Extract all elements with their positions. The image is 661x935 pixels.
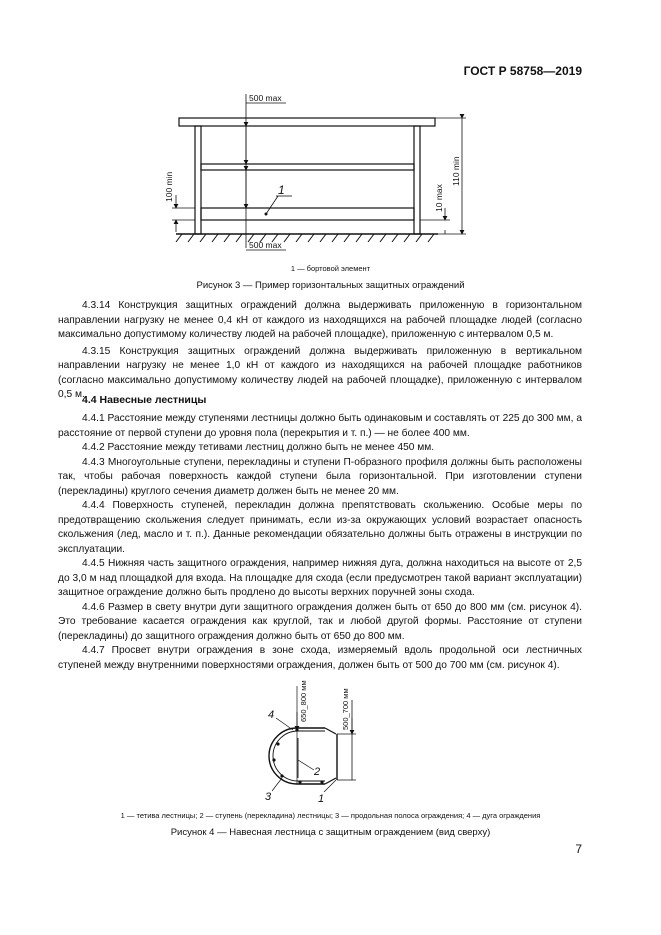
section-heading: 4.4 Навесные лестницы (82, 394, 207, 406)
paragraph: 4.4.7 Просвет внутри ограждения в зоне схода, измеряемый вдоль продольной оси лестничных ступеней между внутренними поверхностями ограждения, должен быть от 500 до 700 мм (см. рисунок 4). (58, 645, 582, 671)
page-number: 7 (575, 842, 582, 856)
figure-3-drawing (0, 90, 661, 255)
dim-left-label: 100 min (164, 171, 174, 202)
dim-right-small-label: 10 max (434, 184, 444, 212)
paragraphs-4-3 (58, 299, 582, 403)
paragraph: 4.4.2 Расстояние между тетивами лестниц должно быть не менее 450 мм. (82, 442, 435, 453)
paragraph: 4.4.4 Поверхность ступеней, перекладин должна препятствовать скольжению. Особые меры по предотвращению скольжения следует принимать, если из-за окружающих условий возрастает опасность скольжения (лед, масло и т. п.). Данные рекомендации обязательно должны быть отражены в инструкции по эксплуатации. (58, 500, 582, 555)
fig4-callout-4: 4 (268, 709, 275, 721)
fig4-dim-left: 650_800 мм (299, 680, 308, 722)
floor-hatch (176, 234, 434, 242)
paragraph: 4.3.14 Конструкция защитных ограждений должна выдерживать приложенную в горизонтальном направлении нагрузку не менее 0,4 кН от каждого из находящихся на рабочей площадке людей (согласно максимально допустимому количеству людей на рабочей площадке), приложенную с интервалом 0,5 м. (58, 300, 582, 340)
toe-board (201, 208, 414, 220)
paragraph: 4.4.6 Размер в свету внутри дуги защитного ограждения должен быть от 650 до 800 мм (см. рисунок 4). Это требование касается ограждения как круглой, так и любой другой формы. Расстояние от ступени (перекладины) до защитного ограждения должно быть от 650 до 800 мм. (58, 601, 582, 642)
paragraph: 4.4.5 Нижняя часть защитного ограждения, например нижняя дуга, должна находиться на высоте от 2,5 до 3,0 м над площадкой для входа. На площадке для схода (если предусмотрен такой вариант эксплуатации) защитное ограждение должно быть продлено до высоты верхних поручней зоны схода. (58, 558, 582, 598)
figure-3-caption: Рисунок 3 — Пример горизонтальных защитных ограждений (196, 280, 465, 291)
figure-4-drawing (0, 678, 661, 810)
fig4-dim-right: 500_700 мм (341, 688, 350, 730)
dim-right-total-label: 110 min (451, 156, 461, 186)
figure-4-legend: 1 — тетива лестницы; 2 — ступень (перекладина) лестницы; 3 — продольная полоса ограждения; 4 — дуга ограждения (120, 811, 541, 820)
right-post (414, 126, 420, 234)
fig4-callout-1: 1 (318, 793, 325, 805)
paragraph: 4.3.15 Конструкция защитных ограждений должна выдерживать приложенную в вертикальном направлении нагрузку не менее 1,0 кН от каждого из находящихся на рабочей площадке работников (согласно максимально допустимому количеству людей на рабочей площадке), приложенную с интервалом 0,5 м. (58, 345, 582, 400)
fig4-callout-3: 3 (265, 791, 272, 803)
middle-rail (201, 164, 414, 170)
callout-1: 1 (278, 183, 285, 197)
top-rail (179, 118, 435, 126)
figure-4-caption: Рисунок 4 — Навесная лестница с защитным ограждением (вид сверху) (170, 827, 491, 838)
figure-3-legend: 1 — бортовой элемент (290, 264, 371, 273)
document-header: ГОСТ Р 58758—2019 (463, 64, 582, 78)
paragraph: 4.4.3 Многоугольные ступени, перекладины и ступени П-образного профиля должны быть расположены так, чтобы рабочая поверхность каждой ступени была горизонтальной. При изготовлении ступени (перекладины) круглого сечения диаметр должен быть не менее 20 мм. (58, 456, 582, 497)
dim-top-label: 500 max (249, 93, 282, 103)
left-post (195, 126, 201, 234)
paragraphs-4-4 (58, 412, 582, 673)
dim-bottom-label: 500 max (249, 240, 282, 250)
fig4-callout-2: 2 (314, 766, 321, 778)
paragraph: 4.4.1 Расстояние между ступенями лестницы должно быть одинаковым и составлять от 225 до 300 мм, а расстояние от первой ступени до уровня пола (перекрытия и т. п.) — не более 400 мм. (58, 413, 582, 439)
